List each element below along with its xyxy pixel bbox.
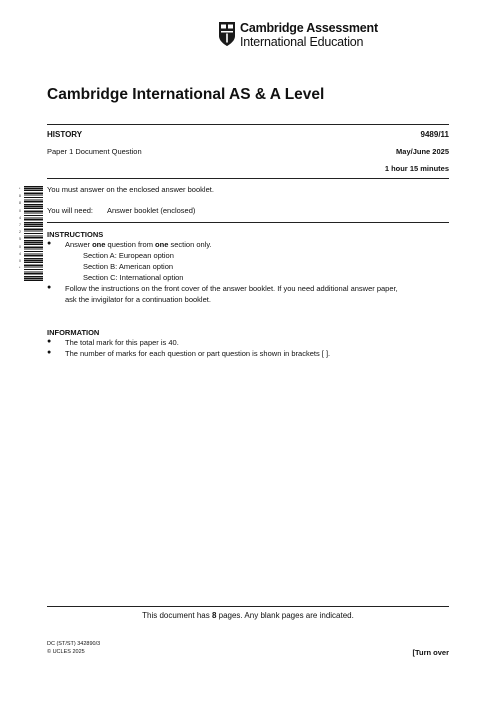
candidate-barcode bbox=[19, 186, 43, 281]
header-divider bbox=[47, 178, 449, 179]
barcode-bars bbox=[24, 186, 43, 281]
information-item: The number of marks for each question or part question is shown in brackets [ ]. bbox=[65, 349, 331, 358]
page-count-text: This document has bbox=[142, 611, 212, 620]
barcode-digit: * bbox=[19, 266, 21, 271]
section-option: Section B: American option bbox=[83, 262, 174, 271]
answer-instruction: You must answer on the enclosed answer booklet. bbox=[47, 185, 214, 194]
qualification-title: Cambridge International AS & A Level bbox=[47, 86, 325, 103]
title-divider bbox=[47, 124, 449, 125]
instruction-text: question from bbox=[105, 240, 156, 249]
information-heading: INFORMATION bbox=[47, 328, 100, 337]
exam-session: May/June 2025 bbox=[396, 147, 449, 156]
instruction-item-1 bbox=[65, 240, 212, 249]
logo-line-2: International Education bbox=[240, 35, 364, 49]
barcode-digit: 4 bbox=[19, 251, 21, 256]
barcode-digit: 8 bbox=[19, 201, 21, 206]
barcode-digit: 8 bbox=[19, 194, 21, 199]
logo-line-1: Cambridge Assessment bbox=[240, 21, 378, 35]
instructions-heading: INSTRUCTIONS bbox=[47, 230, 104, 239]
barcode-digit: 7 bbox=[19, 223, 21, 228]
footer-divider bbox=[47, 606, 449, 607]
instruction-emphasis: one bbox=[92, 240, 106, 249]
exam-duration: 1 hour 15 minutes bbox=[384, 164, 449, 173]
page-count-text: pages. Any blank pages are indicated. bbox=[216, 611, 354, 620]
bullet-icon: ● bbox=[47, 284, 52, 291]
page-count-number: 8 bbox=[211, 611, 217, 620]
section-option: Section A: European option bbox=[83, 251, 174, 260]
barcode-digit: 0 bbox=[19, 208, 21, 213]
section-option: Section C: International option bbox=[83, 273, 184, 282]
shield-icon bbox=[218, 21, 236, 47]
you-will-need-value: Answer booklet (enclosed) bbox=[107, 206, 196, 215]
instruction-emphasis: one bbox=[155, 240, 169, 249]
barcode-digits bbox=[19, 186, 23, 272]
instruction-item-2-line-2: ask the invigilator for a continuation booklet. bbox=[65, 295, 211, 304]
bullet-icon: ● bbox=[47, 240, 52, 247]
barcode-digit: 5 bbox=[19, 237, 21, 242]
copyright-notice: © UCLES 2025 bbox=[47, 649, 85, 655]
instruction-item-2-line-1: Follow the instructions on the front cover of the answer booklet. If you need additional answer paper, bbox=[65, 284, 398, 293]
paper-name: Paper 1 Document Question bbox=[47, 147, 142, 156]
information-item: The total mark for this paper is 40. bbox=[65, 338, 179, 347]
barcode-digit: 0 bbox=[19, 244, 21, 249]
info-divider bbox=[47, 222, 449, 223]
cambridge-logo bbox=[218, 20, 378, 50]
instruction-text: section only. bbox=[168, 240, 212, 249]
instruction-text: Answer bbox=[65, 240, 93, 249]
turn-over-label: [Turn over bbox=[412, 648, 449, 657]
barcode-digit: 2 bbox=[19, 230, 21, 235]
barcode-digit: 4 bbox=[19, 215, 21, 220]
barcode-digit: * bbox=[19, 187, 21, 191]
subject-name: HISTORY bbox=[47, 130, 83, 139]
subject-code: 9489/11 bbox=[420, 130, 449, 139]
bullet-icon: ● bbox=[47, 349, 52, 356]
document-reference: DC (ST/ST) 342890/3 bbox=[47, 641, 101, 647]
bullet-icon: ● bbox=[47, 338, 52, 345]
you-will-need-label: You will need: bbox=[47, 206, 94, 215]
page-count-note bbox=[0, 611, 496, 620]
barcode-digit: 0 bbox=[19, 259, 21, 264]
